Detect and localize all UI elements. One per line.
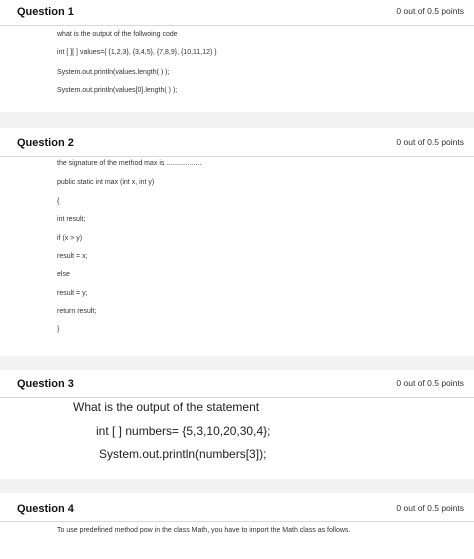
- question-title: Question 4: [17, 503, 74, 515]
- question-points: 0 out of 0.5 points: [396, 378, 464, 388]
- code-line: System.out.println(numbers[3]);: [99, 447, 267, 461]
- code-line: System.out.println(values.length( ) );: [57, 69, 170, 76]
- question-points: 0 out of 0.5 points: [396, 503, 464, 513]
- code-line: result = x;: [57, 253, 88, 260]
- question-separator: [0, 112, 474, 128]
- code-line: }: [57, 326, 60, 333]
- code-line: if (x > y): [57, 235, 83, 242]
- question-points: 0 out of 0.5 points: [396, 6, 464, 16]
- code-line: else: [57, 271, 70, 278]
- question-title: Question 1: [17, 6, 74, 18]
- question-text: what is the output of the follwoing code: [57, 31, 178, 38]
- question-points: 0 out of 0.5 points: [396, 137, 464, 147]
- question-title: Question 3: [17, 378, 74, 390]
- code-line: int result;: [57, 216, 86, 223]
- question-separator: [0, 479, 474, 493]
- code-line: System.out.println(values[0].length( ) );: [57, 87, 178, 94]
- header-divider: [0, 156, 474, 157]
- code-line: return result;: [57, 308, 97, 315]
- question-text: To use predefined method pow in the class Math, you have to import the Math class as follows.: [57, 527, 351, 534]
- code-line: int [ ] numbers= {5,3,10,20,30,4};: [96, 424, 271, 438]
- header-divider: [0, 521, 474, 522]
- code-line: int [ ][ ] values={ {1,2,3}, {3,4,5}, {7,8,9}, {10,11,12} }: [57, 49, 217, 56]
- question-4-header: [0, 497, 474, 527]
- code-line: result = y;: [57, 290, 88, 297]
- question-separator: [0, 356, 474, 370]
- header-divider: [0, 397, 474, 398]
- question-text: the signature of the method max is ..................: [57, 160, 202, 167]
- header-divider: [0, 25, 474, 26]
- code-line: {: [57, 198, 60, 205]
- code-line: public static int max (int x, int y): [57, 179, 155, 186]
- question-text: What is the output of the statement: [73, 400, 260, 414]
- question-title: Question 2: [17, 137, 74, 149]
